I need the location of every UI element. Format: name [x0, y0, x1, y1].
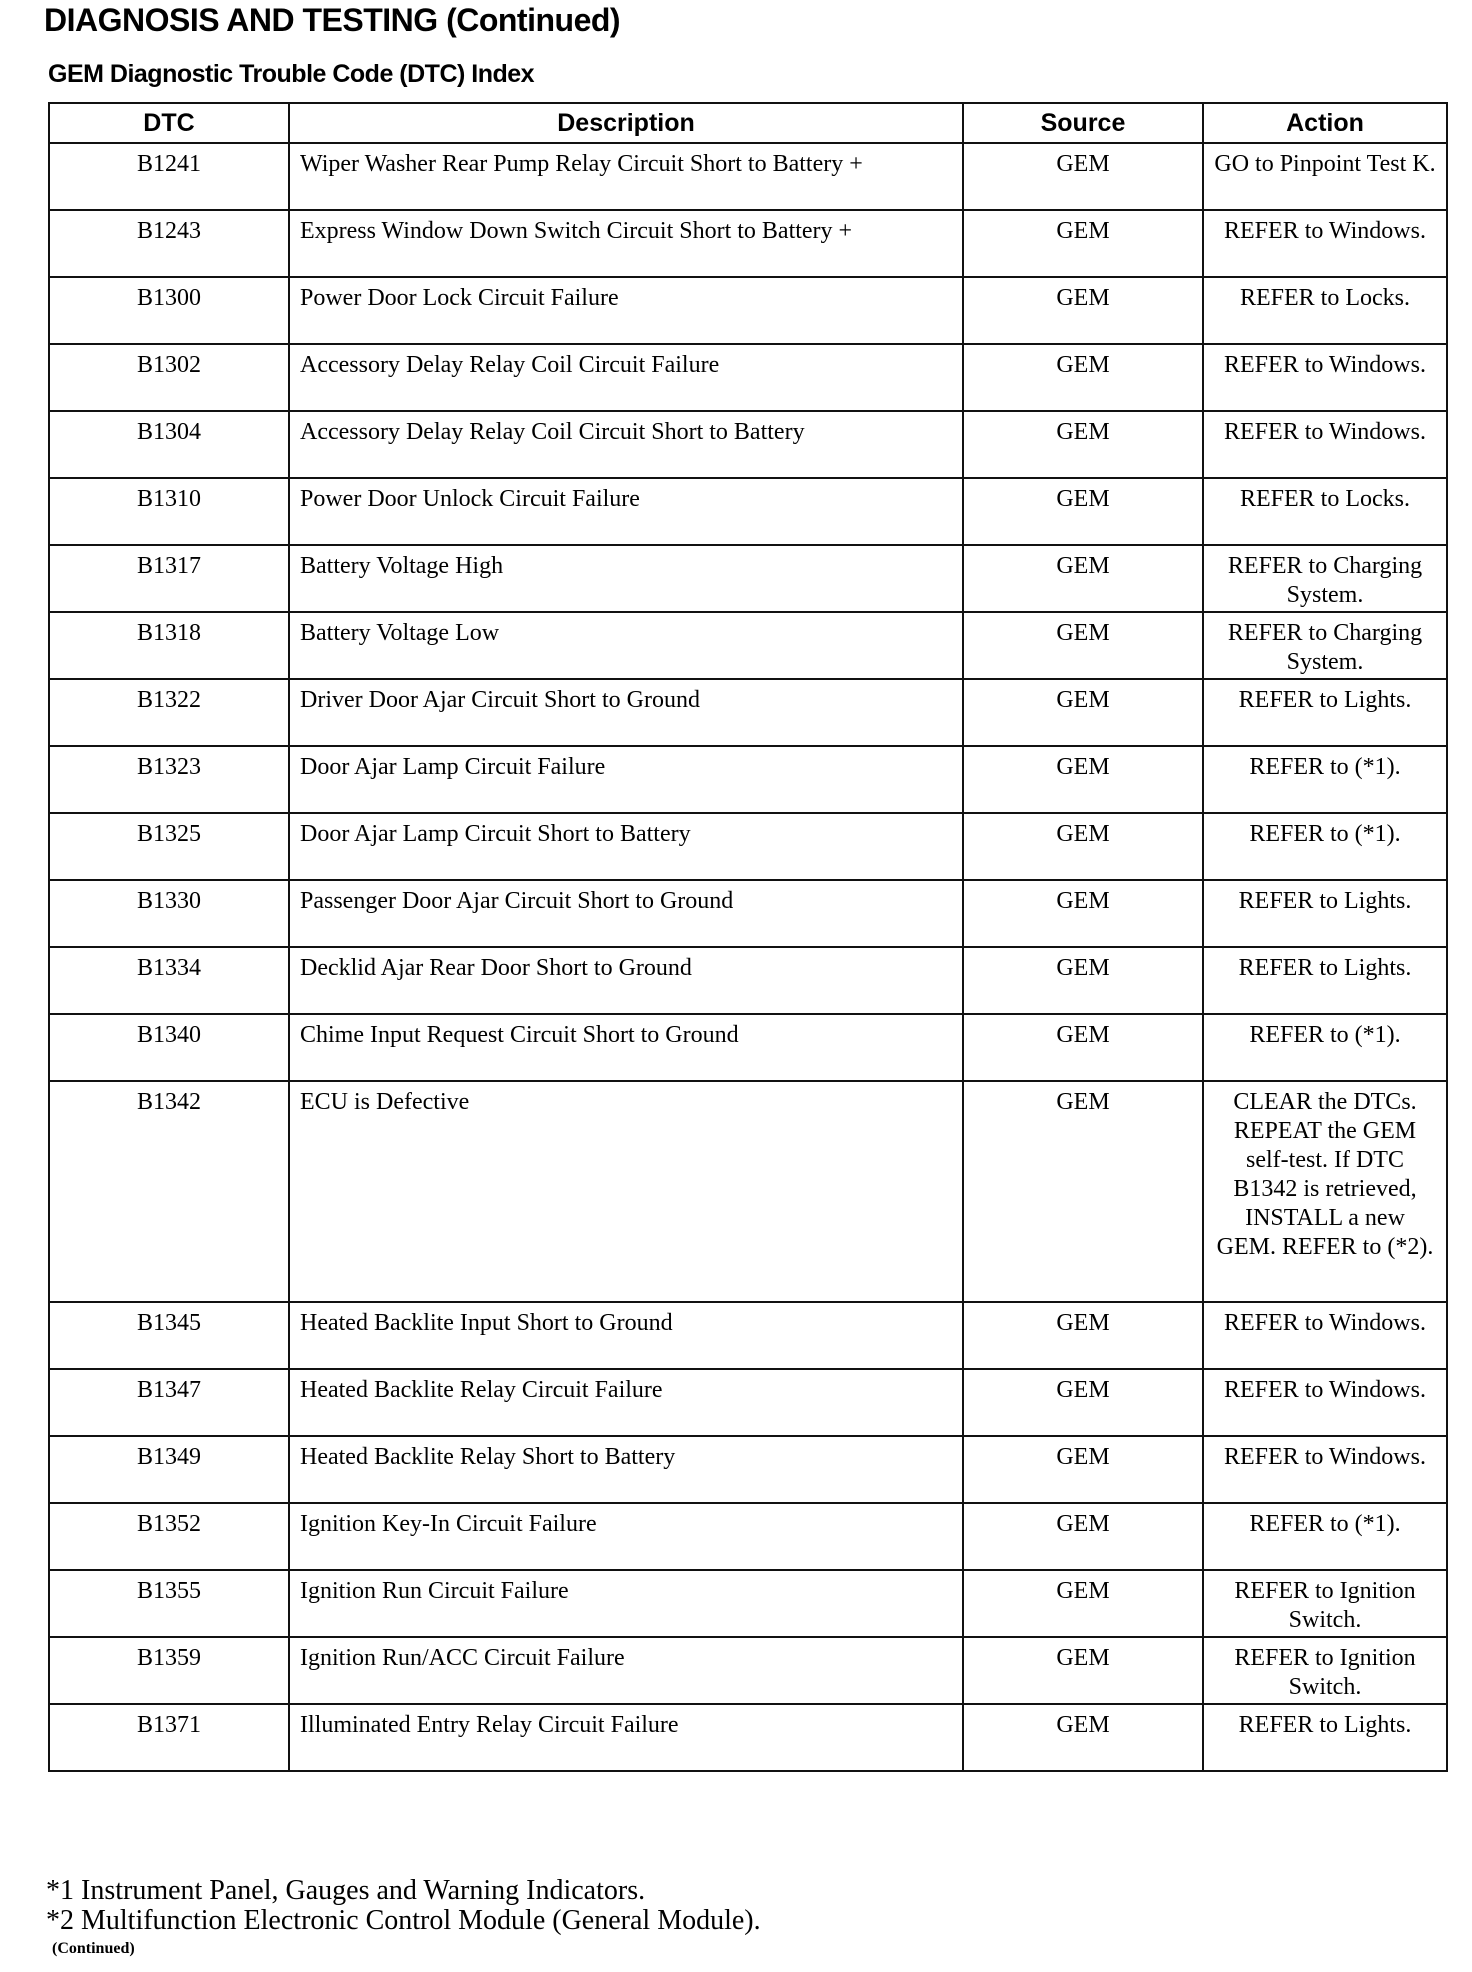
- table-header: [49, 103, 1447, 143]
- dtc-action: REFER to Ignition Switch.: [1203, 1637, 1447, 1704]
- dtc-source: GEM: [963, 1704, 1203, 1771]
- dtc-action: GO to Pinpoint Test K.: [1203, 143, 1447, 210]
- dtc-action: REFER to Locks.: [1203, 478, 1447, 545]
- dtc-source: GEM: [963, 813, 1203, 880]
- dtc-description: ECU is Defective: [289, 1081, 963, 1302]
- table-row: [49, 679, 1447, 746]
- dtc-description: Door Ajar Lamp Circuit Short to Battery: [289, 813, 963, 880]
- dtc-code: B1325: [49, 813, 289, 880]
- table-row: [49, 1503, 1447, 1570]
- dtc-description: Battery Voltage High: [289, 545, 963, 612]
- dtc-code: B1323: [49, 746, 289, 813]
- table-row: [49, 277, 1447, 344]
- dtc-source: GEM: [963, 1637, 1203, 1704]
- dtc-source: GEM: [963, 1081, 1203, 1302]
- dtc-description: Battery Voltage Low: [289, 612, 963, 679]
- dtc-action: REFER to Locks.: [1203, 277, 1447, 344]
- table-row: [49, 612, 1447, 679]
- table-row: [49, 746, 1447, 813]
- dtc-action: REFER to Lights.: [1203, 947, 1447, 1014]
- dtc-source: GEM: [963, 880, 1203, 947]
- dtc-source: GEM: [963, 143, 1203, 210]
- dtc-code: B1334: [49, 947, 289, 1014]
- footnote-1: *1 Instrument Panel, Gauges and Warning Indicators.: [46, 1875, 646, 1906]
- dtc-description: Wiper Washer Rear Pump Relay Circuit Short to Battery +: [289, 143, 963, 210]
- dtc-action: REFER to (*1).: [1203, 1014, 1447, 1081]
- column-header-description: Description: [289, 103, 963, 143]
- dtc-source: GEM: [963, 1369, 1203, 1436]
- table-row: [49, 1302, 1447, 1369]
- dtc-source: GEM: [963, 612, 1203, 679]
- table-row: [49, 344, 1447, 411]
- table-body: [49, 143, 1447, 1771]
- column-header-source: Source: [963, 103, 1203, 143]
- dtc-source: GEM: [963, 277, 1203, 344]
- dtc-source: GEM: [963, 1436, 1203, 1503]
- dtc-action: REFER to Lights.: [1203, 1704, 1447, 1771]
- dtc-code: B1345: [49, 1302, 289, 1369]
- dtc-code: B1347: [49, 1369, 289, 1436]
- dtc-description: Decklid Ajar Rear Door Short to Ground: [289, 947, 963, 1014]
- dtc-source: GEM: [963, 679, 1203, 746]
- dtc-description: Door Ajar Lamp Circuit Failure: [289, 746, 963, 813]
- table-row: [49, 143, 1447, 210]
- dtc-source: GEM: [963, 478, 1203, 545]
- dtc-source: GEM: [963, 344, 1203, 411]
- table-row: [49, 1570, 1447, 1637]
- dtc-code: B1371: [49, 1704, 289, 1771]
- dtc-action: REFER to Windows.: [1203, 411, 1447, 478]
- dtc-code: B1352: [49, 1503, 289, 1570]
- table-row: [49, 545, 1447, 612]
- dtc-description: Passenger Door Ajar Circuit Short to Ground: [289, 880, 963, 947]
- dtc-code: B1359: [49, 1637, 289, 1704]
- dtc-action: REFER to Ignition Switch.: [1203, 1570, 1447, 1637]
- continued-label: (Continued): [52, 1940, 135, 1957]
- dtc-code: B1304: [49, 411, 289, 478]
- dtc-code: B1241: [49, 143, 289, 210]
- dtc-description: Accessory Delay Relay Coil Circuit Failure: [289, 344, 963, 411]
- footnotes: [46, 1876, 761, 1936]
- dtc-description: Ignition Key-In Circuit Failure: [289, 1503, 963, 1570]
- column-header-action: Action: [1203, 103, 1447, 143]
- table-row: [49, 1436, 1447, 1503]
- table-row: [49, 478, 1447, 545]
- table-row: [49, 411, 1447, 478]
- dtc-code: B1243: [49, 210, 289, 277]
- dtc-description: Heated Backlite Input Short to Ground: [289, 1302, 963, 1369]
- dtc-description: Accessory Delay Relay Coil Circuit Short to Battery: [289, 411, 963, 478]
- dtc-code: B1349: [49, 1436, 289, 1503]
- table-row: [49, 880, 1447, 947]
- dtc-code: B1330: [49, 880, 289, 947]
- dtc-action: REFER to (*1).: [1203, 746, 1447, 813]
- dtc-description: Driver Door Ajar Circuit Short to Ground: [289, 679, 963, 746]
- dtc-action: REFER to Windows.: [1203, 1369, 1447, 1436]
- dtc-code: B1322: [49, 679, 289, 746]
- dtc-source: GEM: [963, 1570, 1203, 1637]
- dtc-code: B1318: [49, 612, 289, 679]
- dtc-action: REFER to Windows.: [1203, 344, 1447, 411]
- dtc-source: GEM: [963, 545, 1203, 612]
- dtc-action: REFER to Lights.: [1203, 880, 1447, 947]
- dtc-description: Heated Backlite Relay Short to Battery: [289, 1436, 963, 1503]
- dtc-action: REFER to Windows.: [1203, 1302, 1447, 1369]
- dtc-source: GEM: [963, 746, 1203, 813]
- dtc-action: CLEAR the DTCs. REPEAT the GEM self-test. If DTC B1342 is retrieved, INSTALL a new GEM. REFER to (*2).: [1203, 1081, 1447, 1302]
- dtc-source: GEM: [963, 210, 1203, 277]
- dtc-code: B1340: [49, 1014, 289, 1081]
- table-row: [49, 1081, 1447, 1302]
- dtc-index-table: [48, 102, 1448, 1772]
- dtc-description: Ignition Run/ACC Circuit Failure: [289, 1637, 963, 1704]
- table-row: [49, 1704, 1447, 1771]
- column-header-dtc: DTC: [49, 103, 289, 143]
- table-row: [49, 1369, 1447, 1436]
- dtc-source: GEM: [963, 411, 1203, 478]
- table-row: [49, 813, 1447, 880]
- table-title: GEM Diagnostic Trouble Code (DTC) Index: [48, 60, 535, 88]
- dtc-description: Chime Input Request Circuit Short to Ground: [289, 1014, 963, 1081]
- dtc-description: Illuminated Entry Relay Circuit Failure: [289, 1704, 963, 1771]
- dtc-action: REFER to (*1).: [1203, 813, 1447, 880]
- dtc-action: REFER to (*1).: [1203, 1503, 1447, 1570]
- section-title: DIAGNOSIS AND TESTING (Continued): [44, 2, 621, 38]
- dtc-code: B1317: [49, 545, 289, 612]
- dtc-description: Power Door Unlock Circuit Failure: [289, 478, 963, 545]
- dtc-code: B1355: [49, 1570, 289, 1637]
- table-row: [49, 947, 1447, 1014]
- dtc-source: GEM: [963, 1503, 1203, 1570]
- dtc-action: REFER to Windows.: [1203, 1436, 1447, 1503]
- dtc-action: REFER to Charging System.: [1203, 545, 1447, 612]
- dtc-code: B1342: [49, 1081, 289, 1302]
- table-row: [49, 1637, 1447, 1704]
- dtc-code: B1310: [49, 478, 289, 545]
- table-row: [49, 210, 1447, 277]
- dtc-source: GEM: [963, 1302, 1203, 1369]
- table-row: [49, 1014, 1447, 1081]
- dtc-code: B1300: [49, 277, 289, 344]
- dtc-source: GEM: [963, 1014, 1203, 1081]
- dtc-description: Heated Backlite Relay Circuit Failure: [289, 1369, 963, 1436]
- dtc-action: REFER to Charging System.: [1203, 612, 1447, 679]
- dtc-action: REFER to Lights.: [1203, 679, 1447, 746]
- footnote-2: *2 Multifunction Electronic Control Module (General Module).: [46, 1905, 761, 1936]
- dtc-description: Power Door Lock Circuit Failure: [289, 277, 963, 344]
- dtc-code: B1302: [49, 344, 289, 411]
- dtc-action: REFER to Windows.: [1203, 210, 1447, 277]
- dtc-description: Express Window Down Switch Circuit Short to Battery +: [289, 210, 963, 277]
- dtc-source: GEM: [963, 947, 1203, 1014]
- dtc-description: Ignition Run Circuit Failure: [289, 1570, 963, 1637]
- header-row: [49, 103, 1447, 143]
